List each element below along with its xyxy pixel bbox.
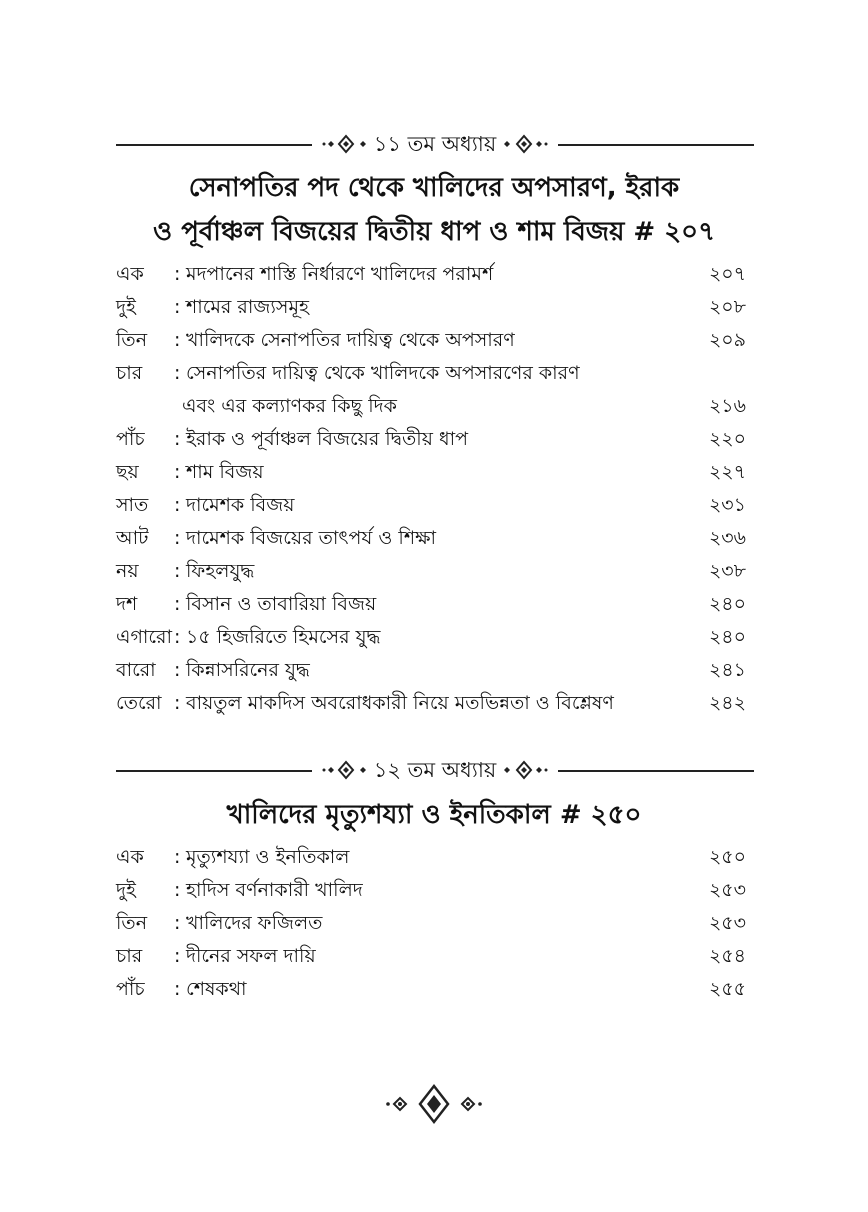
diamond-star-ornament-icon [322, 134, 368, 154]
toc-row [116, 390, 752, 423]
toc-row [116, 654, 752, 687]
page-number: ২৫৩ [708, 912, 746, 934]
page-number: ২০৮ [708, 296, 746, 318]
separator-colon: : [174, 428, 181, 450]
toc-row [116, 423, 752, 456]
page-number: ২২০ [708, 428, 746, 450]
chapter-11-label: ১১ তম অধ্যায় [373, 132, 497, 156]
page-number: ২০৯ [708, 329, 746, 351]
separator-colon: : [174, 494, 181, 516]
toc-row [116, 522, 752, 555]
page-number: ২৪১ [708, 659, 746, 681]
toc-row [116, 258, 752, 291]
separator-colon: : [174, 362, 181, 384]
page-number: ২৩৬ [708, 527, 746, 549]
toc-row [116, 907, 752, 940]
toc-row [116, 324, 752, 357]
page-number: ২৫৩ [708, 879, 746, 901]
section-title: কিন্নাসরিনের যুদ্ধ [186, 659, 310, 681]
chapter-12-contents [116, 841, 752, 1006]
chapter-12-divider [116, 755, 754, 785]
section-number: দশ [116, 593, 138, 615]
toc-row [116, 555, 752, 588]
section-title: খালিদকে সেনাপতির দায়িত্ব থেকে অপসারণ [186, 329, 515, 351]
section-number: চার [116, 362, 143, 384]
separator-colon: : [174, 626, 181, 648]
separator-colon: : [174, 912, 181, 934]
section-number: তেরো [116, 692, 162, 714]
toc-row [116, 841, 752, 874]
chapter-12-title: খালিদের মৃত্যুশয্যা ও ইনতিকাল # ২৫০ [226, 800, 642, 830]
page-number: ২৩৮ [708, 560, 746, 582]
section-number: এক [116, 263, 144, 285]
section-title: শামের রাজ্যসমূহ [186, 296, 309, 318]
section-number: ছয় [116, 461, 139, 483]
separator-colon: : [174, 263, 181, 285]
section-number: তিন [116, 329, 148, 351]
section-title: বায়তুল মাকদিস অবরোধকারী নিয়ে মতভিন্নতা ও বিশ্লেষণ [186, 692, 614, 714]
divider-rule-right [558, 144, 754, 146]
chapter-12-label: ১২ তম অধ্যায় [373, 758, 497, 782]
toc-row [116, 489, 752, 522]
toc-row [116, 621, 752, 654]
chapter-11-title-line-2: ও পূর্বাঞ্চল বিজয়ের দ্বিতীয় ধাপ ও শাম বিজয় # ২০৭ [153, 217, 715, 247]
section-title: ১৫ হিজরিতে হিমসের যুদ্ধ [186, 626, 381, 648]
section-title: দীনের সফল দায়ি [186, 945, 316, 967]
page-number: ২৪০ [708, 626, 746, 648]
section-number: তিন [116, 912, 148, 934]
page-number: ২৪০ [708, 593, 746, 615]
page-number: ২৪২ [708, 692, 746, 714]
page-number: ২০৭ [708, 263, 746, 285]
separator-colon: : [174, 945, 181, 967]
section-title: দামেশক বিজয় [186, 494, 295, 516]
section-title: মদপানের শাস্তি নির্ধারণে খালিদের পরামর্শ [186, 263, 494, 285]
separator-colon: : [174, 846, 181, 868]
section-number: পাঁচ [116, 978, 145, 1000]
page-number: ২৫৫ [708, 978, 746, 1000]
section-title: ইরাক ও পূর্বাঞ্চল বিজয়ের দ্বিতীয় ধাপ [186, 428, 469, 450]
separator-colon: : [174, 527, 181, 549]
separator-colon: : [174, 329, 181, 351]
diamond-star-ornament-icon [502, 760, 548, 780]
page-number: ২৫০ [708, 846, 746, 868]
toc-row [116, 874, 752, 907]
toc-row [116, 456, 752, 489]
page-number: ২৩১ [708, 494, 746, 516]
chapter-11-contents [116, 258, 752, 720]
separator-colon: : [174, 593, 181, 615]
divider-rule-left [116, 770, 312, 772]
section-number: পাঁচ [116, 428, 145, 450]
divider-rule-right [558, 770, 754, 772]
page-number: ২২৭ [708, 461, 746, 483]
section-title: বিসান ও তাবারিয়া বিজয় [186, 593, 377, 615]
section-number: এগারো [116, 626, 173, 648]
separator-colon: : [174, 659, 181, 681]
section-number: নয় [116, 560, 139, 582]
chapter-11-title-line-1: সেনাপতির পদ থেকে খালিদের অপসারণ, ইরাক [188, 173, 680, 203]
section-number: এক [116, 846, 144, 868]
page-number: ২১৬ [708, 395, 746, 417]
separator-colon: : [174, 879, 181, 901]
toc-row [116, 357, 752, 390]
separator-colon: : [174, 461, 181, 483]
diamond-star-ornament-icon [322, 760, 368, 780]
section-title: শেষকথা [186, 978, 247, 1000]
chapter-11-divider [116, 129, 754, 159]
page-number: ২৫৪ [708, 945, 746, 967]
toc-row [116, 291, 752, 324]
section-title: সেনাপতির দায়িত্ব থেকে খালিদকে অপসারণের কারণ [186, 362, 580, 384]
section-number: বারো [116, 659, 156, 681]
separator-colon: : [174, 560, 181, 582]
divider-rule-left [116, 144, 312, 146]
toc-row [116, 687, 752, 720]
section-title: খালিদের ফজিলত [186, 912, 323, 934]
section-number: দুই [116, 296, 136, 318]
separator-colon: : [174, 692, 181, 714]
section-title: হাদিস বর্ণনাকারী খালিদ [186, 879, 363, 901]
toc-row [116, 588, 752, 621]
section-title: দামেশক বিজয়ের তাৎপর্য ও শিক্ষা [186, 527, 436, 549]
separator-colon: : [174, 296, 181, 318]
toc-row [116, 940, 752, 973]
section-title: শাম বিজয় [186, 461, 264, 483]
section-number: আট [116, 527, 149, 549]
chapter-12-heading [312, 755, 558, 785]
chapter-11-heading [312, 129, 558, 159]
section-number: সাত [116, 494, 149, 516]
section-number: দুই [116, 879, 136, 901]
section-number: চার [116, 945, 143, 967]
section-title: ফিহলযুদ্ধ [186, 560, 255, 582]
toc-row [116, 973, 752, 1006]
end-ornament-icon [384, 1082, 484, 1126]
section-title: মৃত্যুশয্যা ও ইনতিকাল [186, 846, 350, 868]
separator-colon: : [174, 978, 181, 1000]
diamond-star-ornament-icon [502, 134, 548, 154]
section-title: এবং এর কল্যাণকর কিছু দিক [182, 395, 397, 417]
